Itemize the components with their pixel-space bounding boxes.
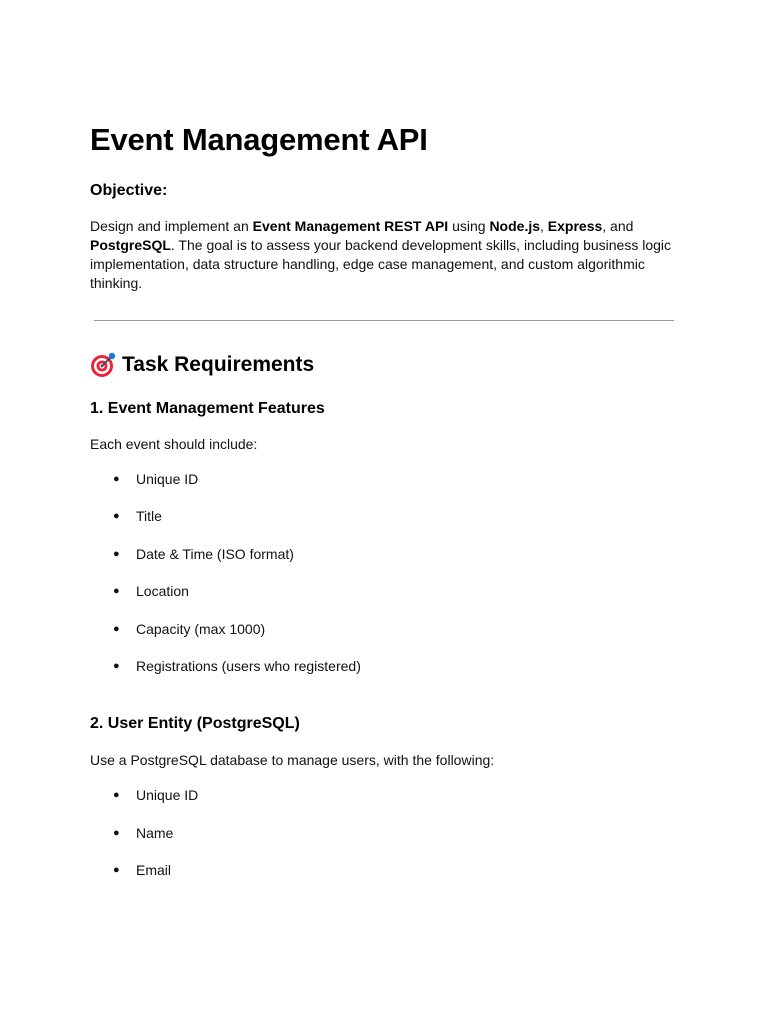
list-item-text: Capacity (max 1000) xyxy=(136,621,266,637)
section-intro-event-features: Each event should include: xyxy=(90,436,258,452)
task-requirements-heading xyxy=(90,350,314,380)
intro-run-bold: PostgreSQL xyxy=(90,237,171,253)
list-item xyxy=(0,544,600,564)
intro-run-bold: Express xyxy=(547,218,603,234)
list-item-text: Email xyxy=(136,862,172,878)
list-item xyxy=(0,860,600,880)
bullet-icon: ● xyxy=(113,623,120,635)
section-intro-user-entity: Use a PostgreSQL database to manage users, with the following: xyxy=(90,752,495,768)
list-item-text: Location xyxy=(136,583,189,599)
bullet-icon: ● xyxy=(113,827,120,839)
intro-run: , xyxy=(540,218,548,234)
objective-paragraph xyxy=(90,217,680,293)
list-item xyxy=(0,619,600,639)
list-item xyxy=(0,506,600,526)
section-heading-event-features: 1. Event Management Features xyxy=(90,400,325,417)
bullet-icon: ● xyxy=(113,473,120,485)
objective-heading: Objective: xyxy=(90,182,168,199)
bullet-icon: ● xyxy=(113,660,120,672)
list-item xyxy=(0,581,600,601)
list-item xyxy=(0,785,600,805)
list-item-text: Title xyxy=(136,508,162,524)
bullet-icon: ● xyxy=(113,789,120,801)
intro-run-bold: Event Management REST API xyxy=(252,218,449,234)
list-item-text: Unique ID xyxy=(136,471,199,487)
section-heading-user-entity: 2. User Entity (PostgreSQL) xyxy=(90,715,300,732)
list-item-text: Unique ID xyxy=(136,787,199,803)
intro-run-bold: Node.js xyxy=(489,218,541,234)
intro-run: using xyxy=(448,218,490,234)
list-item-text: Date & Time (ISO format) xyxy=(136,546,294,562)
intro-run: , and xyxy=(602,218,634,234)
intro-run: . The goal is to assess your backend development skills, including business logic implementation, data structure handling, edge case management, and custom algorithmic thinking. xyxy=(90,237,672,291)
task-requirements-label: Task Requirements xyxy=(122,353,315,376)
list-item xyxy=(0,656,600,676)
page-title: Event Management API xyxy=(90,122,428,157)
bullet-icon: ● xyxy=(113,864,120,876)
target-icon xyxy=(90,352,116,378)
list-item xyxy=(0,469,600,489)
horizontal-divider xyxy=(94,320,674,321)
bullet-icon: ● xyxy=(113,548,120,560)
list-item-text: Registrations (users who registered) xyxy=(136,658,361,674)
bullet-icon: ● xyxy=(113,585,120,597)
intro-run: Design and implement an xyxy=(90,218,253,234)
list-item-text: Name xyxy=(136,825,174,841)
bullet-icon: ● xyxy=(113,510,120,522)
list-item xyxy=(0,823,600,843)
